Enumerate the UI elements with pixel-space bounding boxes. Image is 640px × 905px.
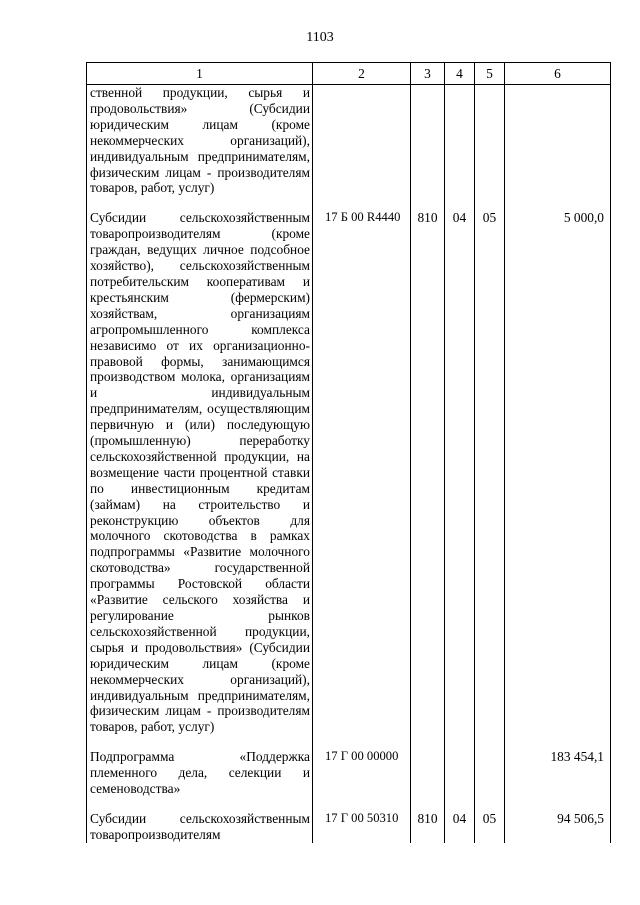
row-amount — [505, 85, 611, 197]
column-header-4: 4 — [445, 63, 475, 85]
row-col4 — [445, 735, 475, 797]
budget-table — [86, 62, 611, 843]
row-code: 17 Б 00 R4440 — [313, 196, 411, 735]
row-col4 — [445, 85, 475, 197]
row-amount: 5 000,0 — [505, 196, 611, 735]
row-col5 — [475, 85, 505, 197]
row-name: Субсидии сельскохозяйственным товаропроизводителям — [87, 797, 313, 843]
column-header-1: 1 — [87, 63, 313, 85]
row-col3: 810 — [411, 797, 445, 843]
table-row — [87, 735, 611, 797]
row-col5: 05 — [475, 797, 505, 843]
row-col3: 810 — [411, 196, 445, 735]
table-row — [87, 797, 611, 843]
table-row — [87, 85, 611, 197]
row-col3 — [411, 735, 445, 797]
column-header-3: 3 — [411, 63, 445, 85]
row-code: 17 Г 00 50310 — [313, 797, 411, 843]
table-row — [87, 196, 611, 735]
row-col4: 04 — [445, 196, 475, 735]
page-number: 1103 — [306, 30, 334, 45]
row-name: Субсидии сельскохозяйственным товаропроизводителям (кроме граждан, ведущих личное подсобное хозяйство), сельскохозяйственным потребительским кооперативам и крестьянским (фермерским) хозяйствам, организациям агропромышленного комплекса независимо от их организационно-правовой формы, занимающимся производством молока, организациям и индивидуальным предпринимателям, осуществляющим первичную и (или) последующую (промышленную) переработку сельскохозяйственной продукции, на возмещение части процентной ставки по инвестиционным кредитам (займам) на строительство и реконструкцию объектов для молочного скотоводства в рамках подпрограммы «Развитие молочного скотоводства» государственной программы Ростовской области «Развитие сельского хозяйства и регулирование рынков сельскохозяйственной продукции, сырья и продовольствия» (Субсидии юридическим лицам (кроме некоммерческих организаций), индивидуальным предпринимателям, физическим лицам - производителям товаров, работ, услуг) — [87, 196, 313, 735]
row-col4: 04 — [445, 797, 475, 843]
row-code — [313, 85, 411, 197]
row-amount: 183 454,1 — [505, 735, 611, 797]
table-header-row — [87, 63, 611, 85]
row-col5 — [475, 735, 505, 797]
column-header-2: 2 — [313, 63, 411, 85]
row-amount: 94 506,5 — [505, 797, 611, 843]
row-col3 — [411, 85, 445, 197]
row-name: ственной продукции, сырья и продовольствия» (Субсидии юридическим лицам (кроме некоммерческих организаций), индивидуальным предпринимателям, физическим лицам - производителям товаров, работ, услуг) — [87, 85, 313, 197]
row-name: Подпрограмма «Поддержка племенного дела, селекции и семеноводства» — [87, 735, 313, 797]
column-header-6: 6 — [505, 63, 611, 85]
column-header-5: 5 — [475, 63, 505, 85]
row-col5: 05 — [475, 196, 505, 735]
row-code: 17 Г 00 00000 — [313, 735, 411, 797]
